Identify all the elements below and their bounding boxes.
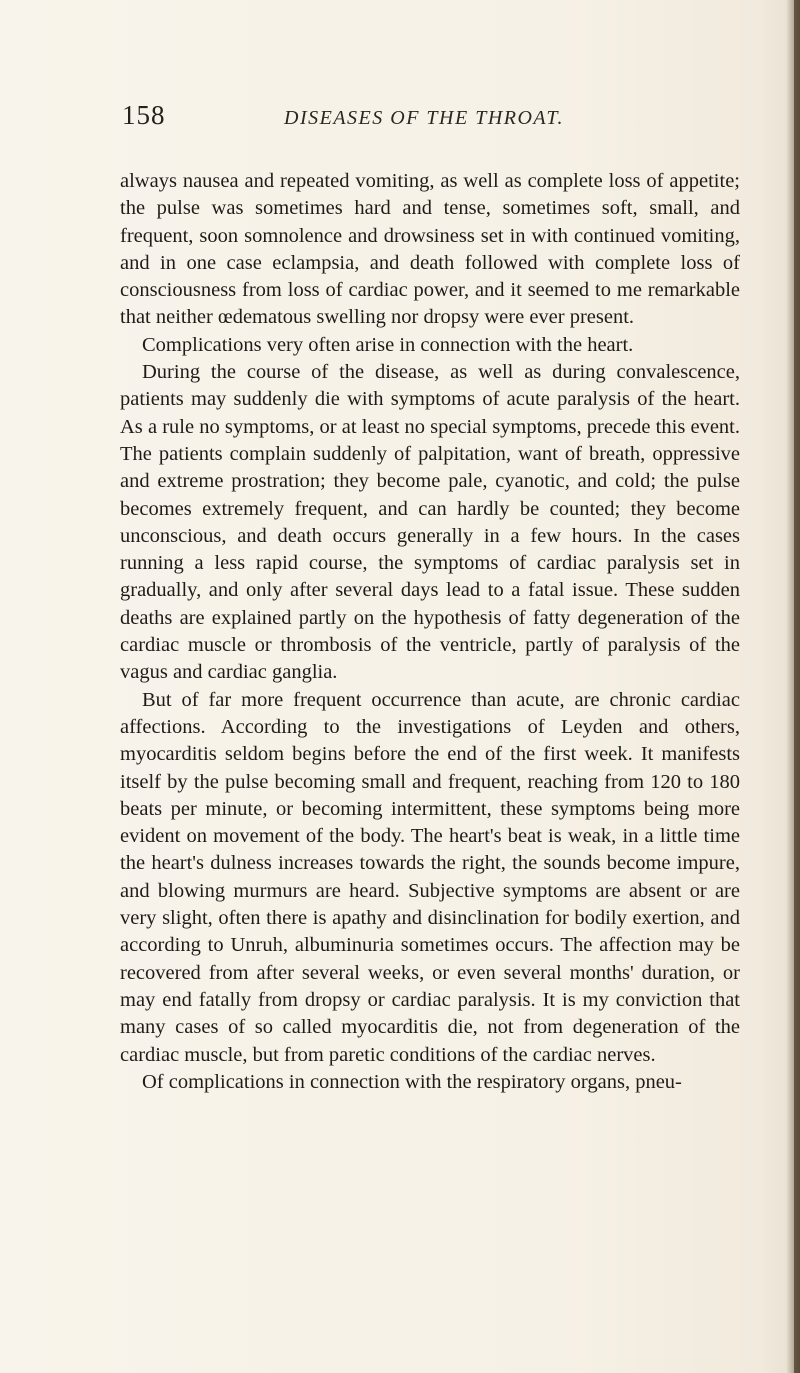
- paragraph-3: During the course of the disease, as well as during convalescence, patients may suddenly die with symptoms of acute paralysis of the heart. As a rule no symptoms, or at least no special symptoms, precede this event. The patients complain suddenly of palpitation, want of breath, oppressive and extreme prostration; they become pale, cyanotic, and cold; the pulse becomes extremely frequent, and can hardly be counted; they become unconscious, and death occurs generally in a few hours. In the cases running a less rapid course, the symptoms of cardiac paralysis set in gradually, and only after several days lead to a fatal issue. These sudden deaths are explained partly on the hypothesis of fatty degeneration of the cardiac muscle or thrombosis of the ventricle, partly of paralysis of the vagus and cardiac ganglia.: [120, 361, 740, 684]
- paragraph-4: But of far more frequent occurrence than acute, are chronic cardiac affections. According to the investigations of Leyden and others, myocarditis seldom begins before the end of the first week. It manifests itself by the pulse becoming small and frequent, reaching from 120 to 180 beats per minute, or becoming intermittent, these symptoms being more evident on movement of the body. The heart's beat is weak, in a little time the heart's dulness increases towards the right, the sounds become impure, and blowing murmurs are heard. Subjective symptoms are absent or are very slight, often there is apathy and disinclination for bodily exertion, and according to Unruh, albuminuria sometimes occurs. The affection may be recovered from after several weeks, or even several months' duration, or may end fatally from dropsy or cardiac paralysis. It is my conviction that many cases of so called myocarditis die, not from degeneration of the cardiac muscle, but from paretic conditions of the cardiac nerves.: [120, 688, 740, 1066]
- page-number: 158: [122, 100, 166, 130]
- paragraph-5: Of complications in connection with the respiratory organs, pneu-: [142, 1070, 682, 1093]
- paragraph-1: always nausea and repeated vomiting, as well as complete loss of appetite; the pulse was sometimes hard and tense, sometimes soft, small, and frequent, soon somnolence and drowsiness set in with continued vomiting, and in one case eclampsia, and death followed with complete loss of consciousness from loss of cardiac power, and it seemed to me remarkable that neither œdematous swelling nor dropsy were ever present.: [120, 170, 740, 329]
- book-binding-edge: [794, 0, 800, 1373]
- body-text: [120, 168, 740, 1096]
- paragraph-2: Complications very often arise in connection with the heart.: [142, 333, 634, 356]
- running-head: DISEASES OF THE THROAT.: [284, 107, 565, 129]
- page-header: [122, 100, 742, 140]
